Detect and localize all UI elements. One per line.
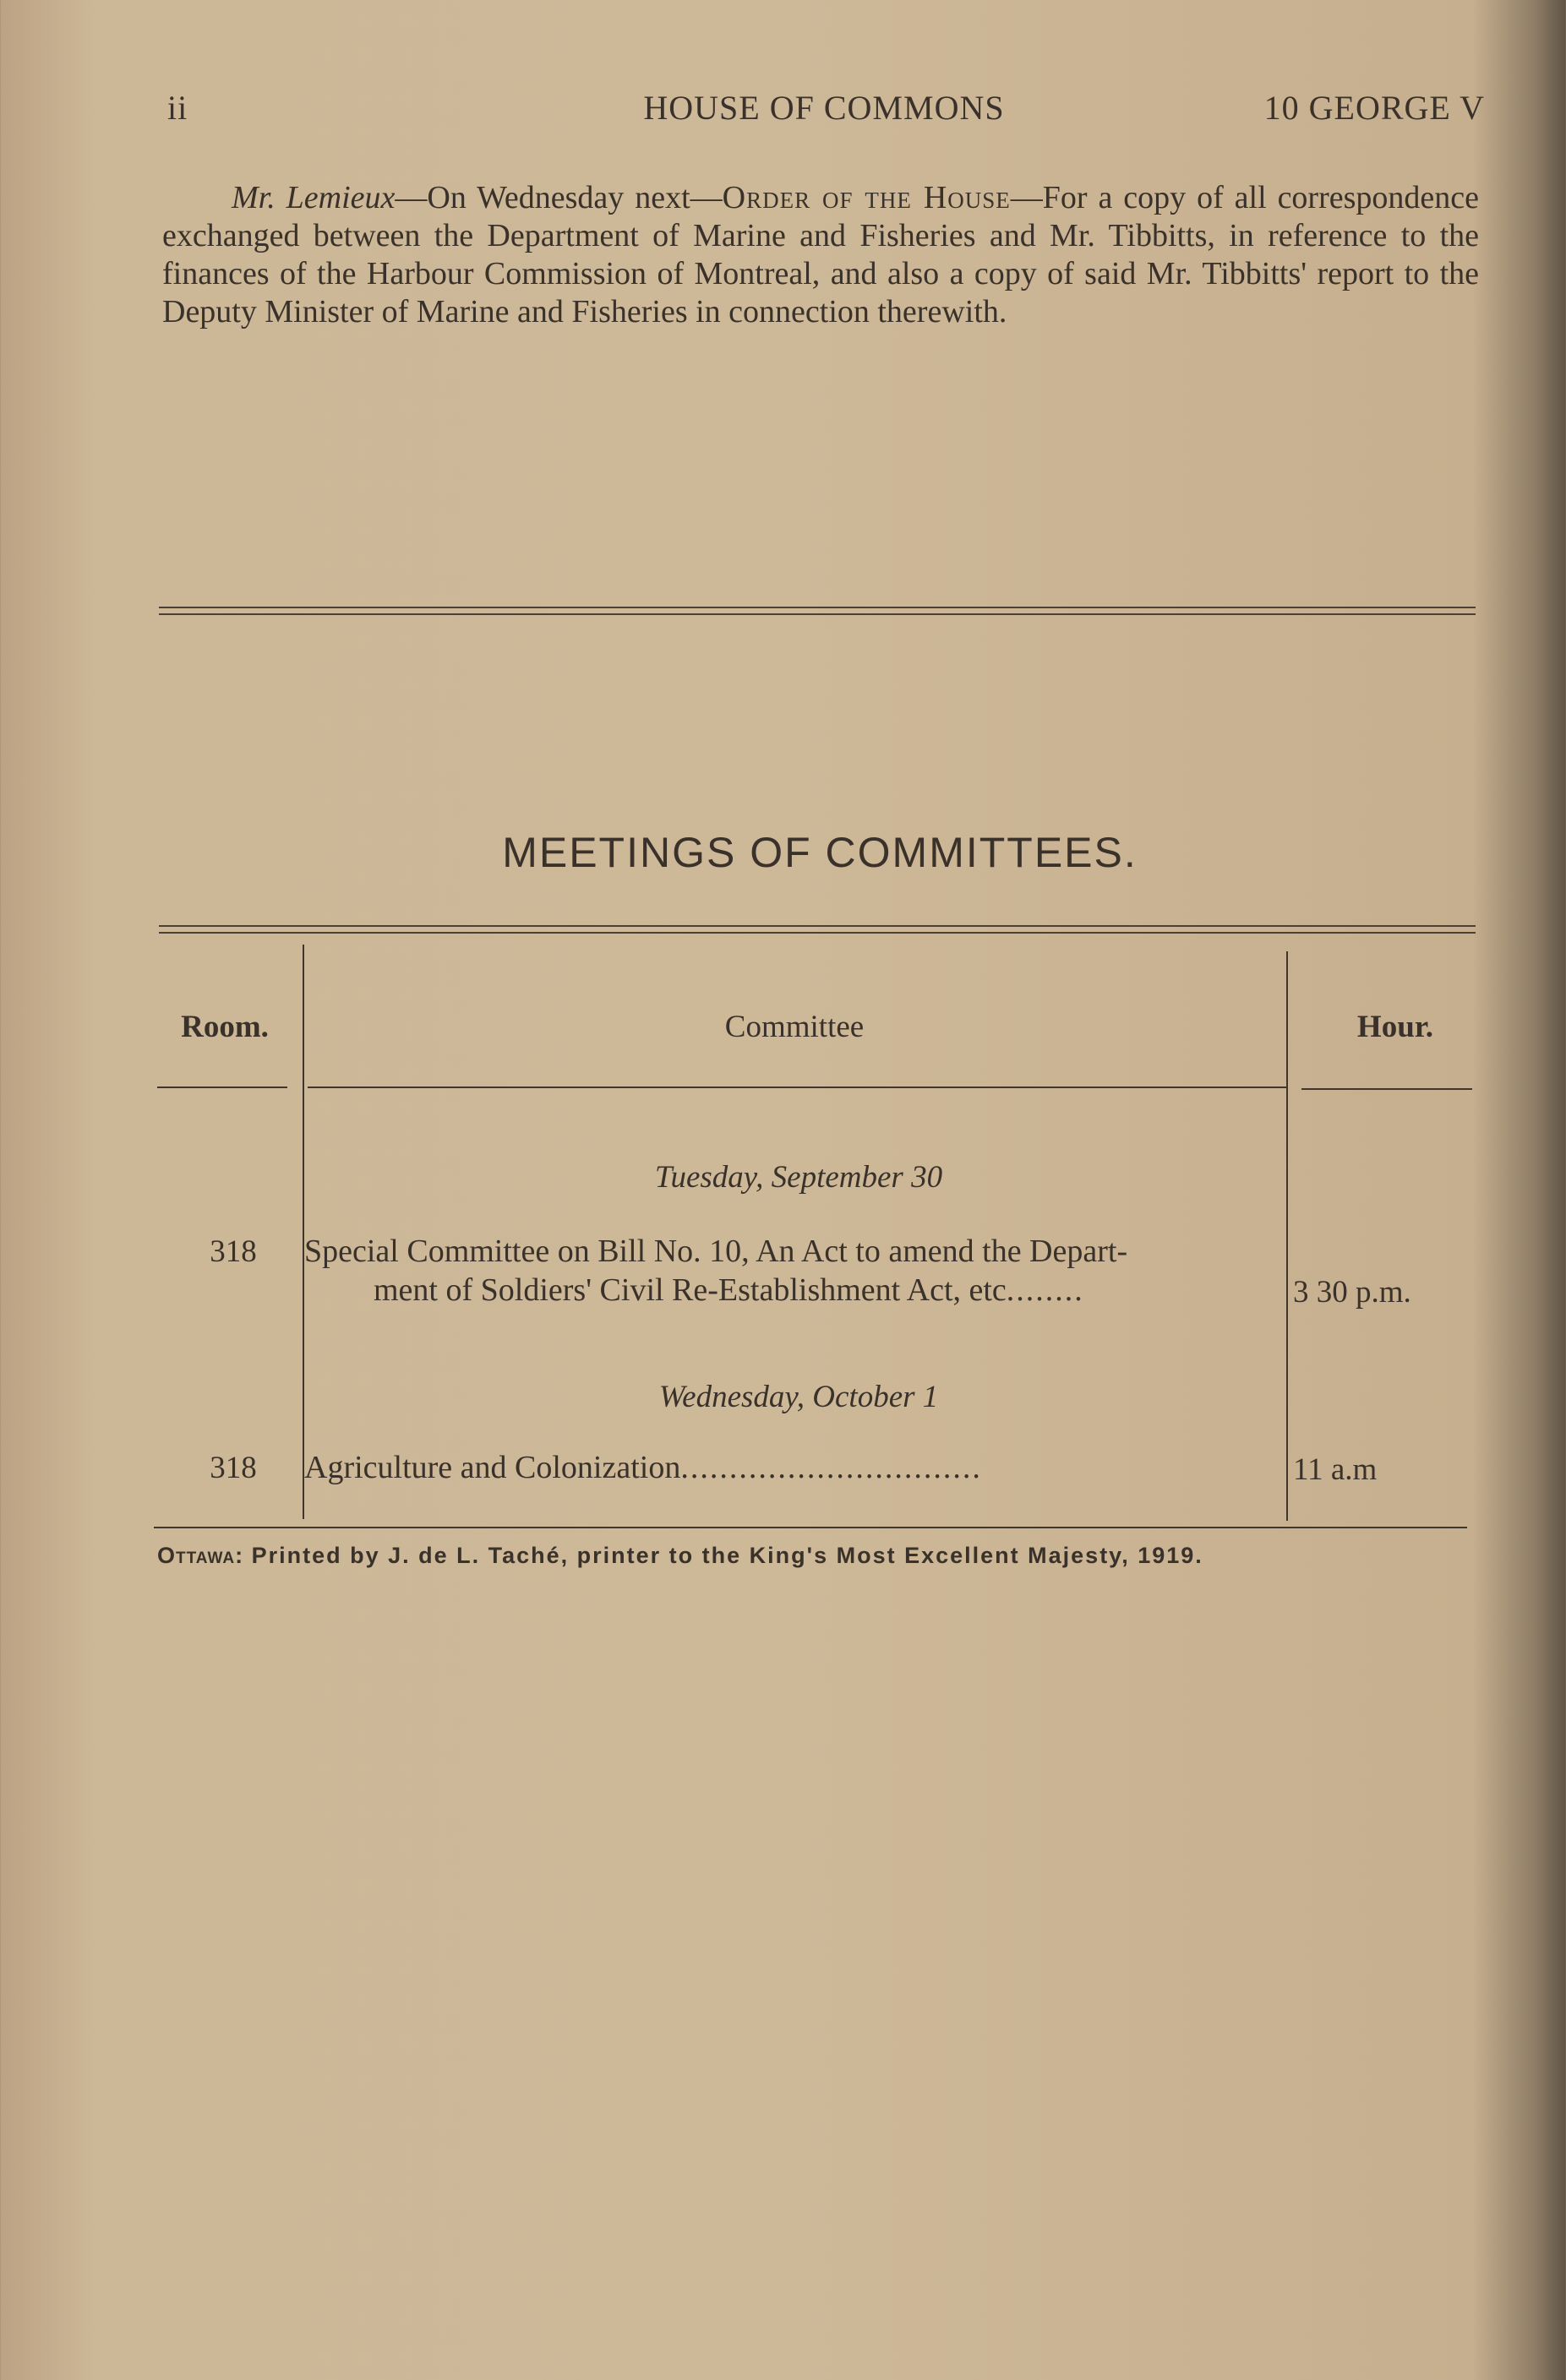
day-heading: Tuesday, September 30: [654, 1160, 943, 1195]
imprint-text: Printed by J. de L. Taché, printer to the King's Most Excellent Majesty, 1919.: [251, 1543, 1203, 1568]
table-divider-right: [1286, 951, 1288, 1521]
dot-leader: ...............................: [680, 1450, 982, 1485]
committee-line: Agriculture and Colonization: [304, 1450, 681, 1485]
motion-paragraph: [162, 179, 1479, 331]
committee-line-continued: ment of Soldiers' Civil Re-Establishment Act, etc........: [374, 1272, 1084, 1308]
imprint-place: Ottawa:: [157, 1543, 244, 1568]
table-top-rule: [159, 925, 1476, 934]
section-divider: [159, 607, 1476, 615]
room-number: 318: [210, 1451, 257, 1485]
header-underline-room: [157, 1087, 287, 1088]
session-label: 10 GEORGE V: [1263, 89, 1485, 127]
header-underline-hour: [1301, 1088, 1472, 1090]
committee-entry: [304, 1232, 1285, 1310]
committee-entry: [304, 1448, 1285, 1487]
section-title: MEETINGS OF COMMITTEES.: [502, 829, 1138, 876]
committee-line: Special Committee on Bill No. 10, An Act to amend the Depart-: [304, 1234, 1128, 1269]
day-heading: Wednesday, October 1: [658, 1380, 939, 1414]
header-underline-committee: [308, 1087, 1288, 1088]
running-title: HOUSE OF COMMONS: [643, 89, 1005, 127]
room-number: 318: [210, 1234, 257, 1269]
meeting-hour: 3 30 p.m.: [1293, 1275, 1411, 1310]
dot-leader: ........: [1006, 1272, 1084, 1308]
motion-intro: —On Wednesday next—: [395, 180, 723, 215]
page-number: ii: [167, 89, 188, 127]
motion-body: —For a copy of all correspondence exchanged between the Department of Marine and Fisheries and Mr. Tibbitts, in reference to the finances of the Harbour Commission of Montreal, and also a copy of said Mr. Tibbitts' report to the Deputy Minister of Marine and Fisheries in connection therewith.: [162, 180, 1479, 329]
order-label: Order of the House: [722, 180, 1011, 215]
table-bottom-rule: [154, 1527, 1467, 1528]
column-header-hour: Hour.: [1356, 1010, 1434, 1044]
meeting-hour: 11 a.m: [1293, 1452, 1378, 1487]
printer-imprint: [157, 1543, 1476, 1569]
column-header-committee: Committee: [724, 1010, 865, 1044]
column-header-room: Room.: [181, 1010, 269, 1044]
member-name: Mr. Lemieux: [232, 180, 396, 215]
